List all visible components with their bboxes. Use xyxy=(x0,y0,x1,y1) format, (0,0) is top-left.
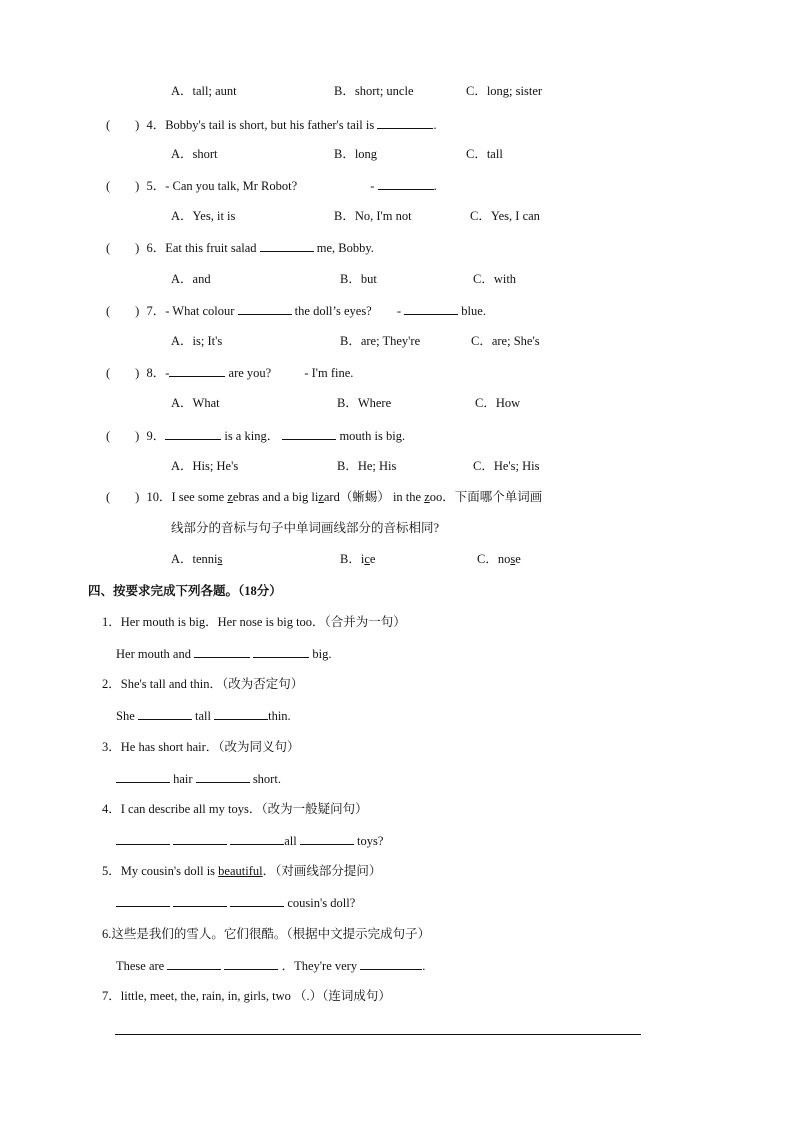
s4-question-6: 6.这些是我们的雪人。它们很酷。（根据中文提示完成句子） xyxy=(102,927,431,941)
answer-blank-2[interactable] xyxy=(253,645,309,658)
q5-option-b: B．No, I'm not xyxy=(334,209,412,223)
s4-question-2: 2．She's tall and thin．（改为否定句） xyxy=(102,677,304,691)
answer-paren[interactable]: ( ) xyxy=(106,241,140,255)
answer-blank[interactable] xyxy=(116,770,170,783)
answer-blank[interactable] xyxy=(116,832,170,845)
answer-blank[interactable] xyxy=(138,707,192,720)
q5-option-a: A．Yes, it is xyxy=(171,209,236,223)
q6-option-b: B．but xyxy=(340,272,377,286)
s4-answer-6: These are ．They're very . xyxy=(116,959,426,973)
answer-blank-2[interactable] xyxy=(214,707,268,720)
question-5: ( ) 5．- Can you talk, Mr Robot? - . xyxy=(106,179,437,193)
q3-option-c: C．long; sister xyxy=(466,84,543,98)
answer-blank[interactable] xyxy=(378,177,434,190)
question-4: ( ) 4．Bobby's tail is short, but his father's tail is . xyxy=(106,118,437,132)
answer-blank[interactable] xyxy=(377,116,433,129)
answer-paren[interactable]: ( ) xyxy=(106,304,140,318)
s4-answer-3: hair short. xyxy=(116,770,281,787)
answer-blank-2[interactable] xyxy=(224,957,278,970)
question-10: ( ) 10．I see some zebras and a big lizard（蜥蜴） in the zoo．下面哪个单词画 xyxy=(106,490,543,504)
q7-option-a: A．is; It's xyxy=(171,334,223,348)
q9-option-c: C．He's; His xyxy=(473,459,540,473)
q8-option-b: B．Where xyxy=(337,396,392,410)
q4-option-c: C．tall xyxy=(466,147,503,161)
question-number: 4． xyxy=(146,118,166,132)
answer-blank[interactable] xyxy=(260,239,314,252)
answer-blank-3[interactable] xyxy=(360,957,422,970)
answer-blank[interactable] xyxy=(194,645,250,658)
section-4-title: 四、按要求完成下列各题。（18分） xyxy=(88,584,282,598)
answer-blank-4[interactable] xyxy=(300,832,354,845)
s4-answer-2: She tall thin. xyxy=(116,709,291,723)
q10-option-a: A．tennis xyxy=(171,552,223,566)
answer-blank-3[interactable] xyxy=(230,832,284,845)
answer-blank-2[interactable] xyxy=(282,427,336,440)
answer-paren[interactable]: ( ) xyxy=(106,490,140,504)
q3-option-b: B．short; uncle xyxy=(334,84,414,98)
question-6: ( ) 6．Eat this fruit salad me, Bobby. xyxy=(106,241,374,255)
q10-option-c: C．nose xyxy=(477,552,521,566)
answer-blank[interactable] xyxy=(167,957,221,970)
s4-question-1: 1．Her mouth is big．Her nose is big too．（合并为一句） xyxy=(102,615,406,629)
q9-option-a: A．His; He's xyxy=(171,459,239,473)
q5-option-c: C．Yes, I can xyxy=(470,209,540,223)
answer-paren[interactable]: ( ) xyxy=(106,179,140,193)
question-text: Bobby's tail is short, but his father's tail is xyxy=(165,118,375,132)
s4-answer-4: all toys? xyxy=(116,832,383,849)
answer-blank[interactable] xyxy=(238,302,292,315)
q9-option-b: B．He; His xyxy=(337,459,397,473)
s4-answer-1: Her mouth and big. xyxy=(116,647,332,661)
q3-option-a: A．tall; aunt xyxy=(171,84,237,98)
q8-option-c: C．How xyxy=(475,396,521,410)
q6-option-c: C．with xyxy=(473,272,517,286)
s4-question-7: 7．little, meet, the, rain, in, girls, two （.）（连词成句） xyxy=(102,989,391,1003)
question-8: ( ) 8．- are you? - I'm fine. xyxy=(106,366,354,380)
answer-blank[interactable] xyxy=(165,427,221,440)
answer-paren[interactable]: ( ) xyxy=(106,118,140,132)
s4-question-5: 5．My cousin's doll is beautiful．（对画线部分提问） xyxy=(102,864,382,878)
q8-option-a: A．What xyxy=(171,396,220,410)
s4-question-4: 4．I can describe all my toys．（改为一般疑问句） xyxy=(102,802,368,816)
q6-option-a: A．and xyxy=(171,272,211,286)
s4-question-3: 3．He has short hair．（改为同义句） xyxy=(102,740,300,754)
q7-option-b: B．are; They're xyxy=(340,334,421,348)
answer-blank-2[interactable] xyxy=(173,832,227,845)
question-10-line2: 线部分的音标与句子中单词画线部分的音标相同? xyxy=(171,521,440,535)
s4-answer-5: cousin's doll? xyxy=(116,894,355,911)
answer-blank[interactable] xyxy=(169,364,225,377)
q4-option-b: B．long xyxy=(334,147,378,161)
question-7: ( ) 7．- What colour the doll’s eyes? - blue. xyxy=(106,304,486,318)
answer-blank-2[interactable] xyxy=(404,302,458,315)
answer-paren[interactable]: ( ) xyxy=(106,429,140,443)
answer-blank-2[interactable] xyxy=(173,894,227,907)
answer-line[interactable] xyxy=(115,1034,641,1035)
question-9: ( ) 9． is a king． mouth is big. xyxy=(106,429,406,443)
answer-blank-3[interactable] xyxy=(230,894,284,907)
q7-option-c: C．are; She's xyxy=(471,334,540,348)
answer-blank[interactable] xyxy=(116,894,170,907)
answer-paren[interactable]: ( ) xyxy=(106,366,140,380)
answer-blank-2[interactable] xyxy=(196,770,250,783)
q4-option-a: A．short xyxy=(171,147,218,161)
q10-option-b: B．ice xyxy=(340,552,376,566)
